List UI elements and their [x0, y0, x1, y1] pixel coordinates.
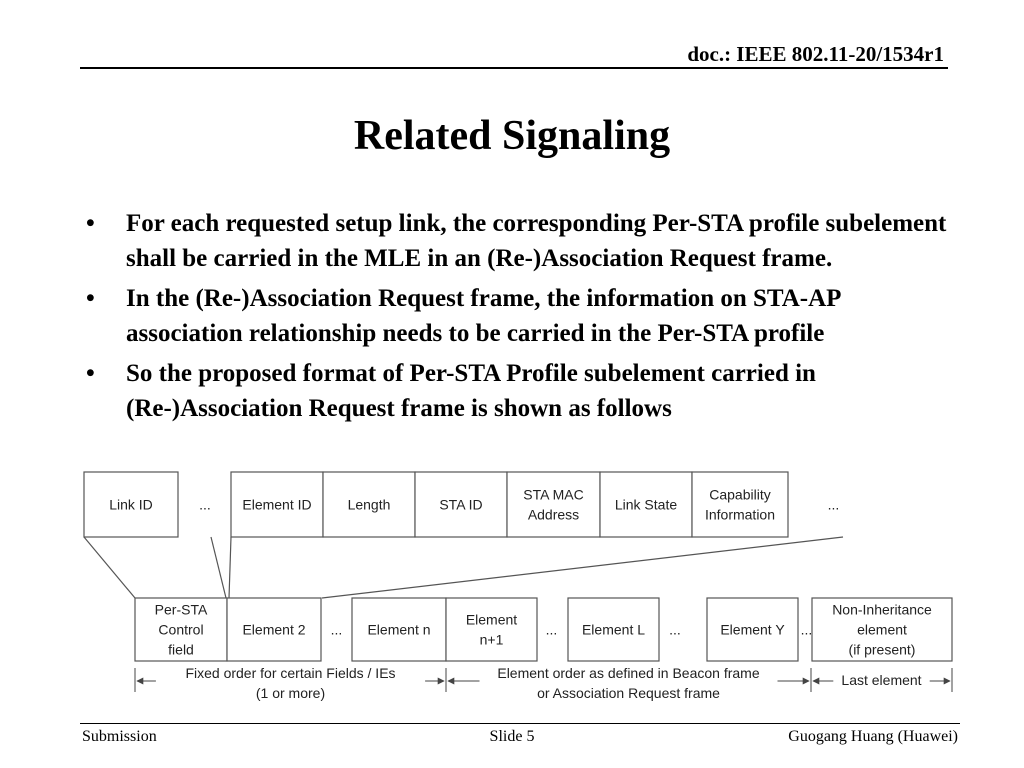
top-row-element-id-label: Element ID: [242, 496, 312, 513]
bracket-2-label: Element order as defined in Beacon frame or Association Request frame: [497, 665, 760, 701]
bullet-text: So the proposed format of Per-STA Profile subelement carried in (Re-)Association Request frame is shown as follows: [126, 360, 816, 422]
bullet-dot: •: [86, 360, 95, 387]
top-row-link-id-label: Link ID: [109, 496, 153, 513]
connector-lines: [84, 537, 843, 598]
bracket-1-label: Fixed order for certain Fields / IEs (1 or more): [185, 665, 396, 701]
bottom-row-ellipsis-label: ...: [545, 621, 558, 638]
top-row-ellipsis-label: ...: [199, 496, 211, 513]
bullet-dot: •: [86, 285, 95, 312]
footer-submission: Submission: [82, 728, 157, 745]
top-row-link-state-label: Link State: [614, 496, 678, 513]
bracket-annotations: [137, 665, 950, 704]
bottom-row-element-n-1-box: [446, 598, 537, 661]
bottom-row-element-n-label: Element n: [367, 621, 431, 638]
footer-slide-number: Slide 5: [489, 728, 535, 745]
bottom-row-element-n-1-label: Element n+1: [465, 611, 518, 648]
bottom-row-per-sta-control-field-label: Per-STA Control field: [154, 601, 208, 658]
top-row-sta-id-label: STA ID: [439, 496, 483, 513]
footer-rule: [80, 723, 960, 724]
bullet-text: In the (Re-)Association Request frame, the information on STA-AP association relationship needs to be carried in the Per-STA profile: [126, 285, 841, 347]
bottom-row-element-2-label: Element 2: [242, 621, 306, 638]
bullet-text: For each requested setup link, the corresponding Per-STA profile subelement shall be carried in the MLE in an (Re-)Association Request frame.: [126, 210, 947, 272]
bullet-dot: •: [86, 210, 95, 237]
top-row-capability-information-box: [692, 472, 788, 537]
bottom-row-non-inheritance-element-if-present-label: Non-Inheritance element (if present): [832, 601, 932, 658]
bottom-row-ellipsis-label: ...: [669, 621, 681, 638]
bottom-row-fields: [135, 598, 952, 661]
top-row-length-label: Length: [347, 496, 391, 513]
footer-author: Guogang Huang (Huawei): [788, 728, 958, 745]
bottom-row-element-l-label: Element L: [581, 621, 646, 638]
bottom-row-ellipsis-label: ...: [800, 621, 813, 638]
slide-title: Related Signaling: [353, 113, 671, 159]
top-row-sta-mac-address-label: STA MAC Address: [523, 486, 584, 523]
bracket-3-label: Last element: [841, 672, 922, 688]
document-id: doc.: IEEE 802.11-20/1534r1: [687, 42, 944, 66]
top-row-capability-information-label: Capability Information: [704, 486, 776, 523]
top-row-ellipsis-label: ...: [827, 496, 840, 513]
bottom-row-element-y-label: Element Y: [720, 621, 785, 638]
top-row-sta-mac-address-box: [507, 472, 600, 537]
top-row-fields: [84, 472, 839, 537]
bottom-row-ellipsis-label: ...: [330, 621, 343, 638]
